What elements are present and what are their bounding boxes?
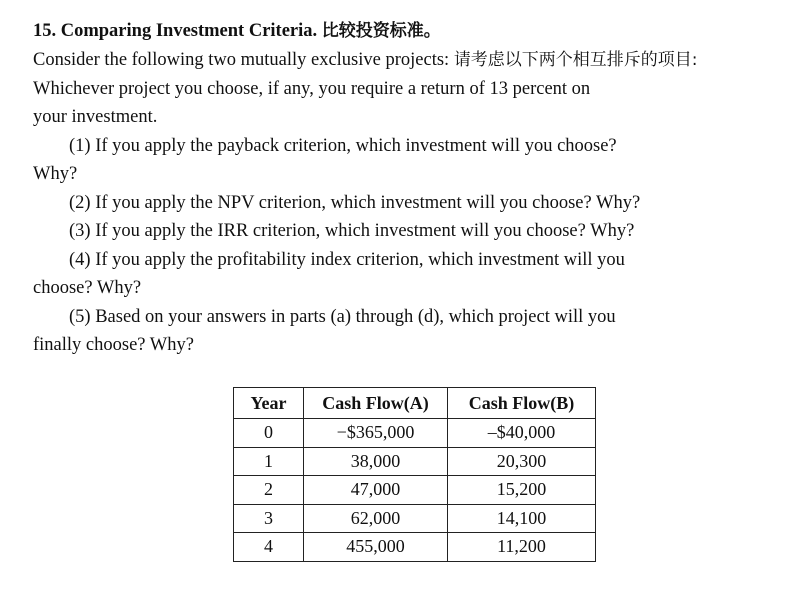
question-4: (4) If you apply the profitability index criterion, which investment will you — [69, 250, 625, 270]
table-row — [234, 447, 596, 476]
cash-flow-b-cell: 11,200 — [448, 533, 596, 562]
problem-title — [33, 18, 441, 44]
problem-title-zh: 比较投资标准。 — [321, 21, 441, 41]
intro-line — [33, 47, 698, 73]
question-5: (5) Based on your answers in parts (a) through (d), which project will you — [69, 307, 616, 327]
cash-flow-b-cell: 20,300 — [448, 447, 596, 476]
year-cell: 0 — [234, 419, 304, 448]
year-cell: 3 — [234, 504, 304, 533]
question-3: (3) If you apply the IRR criterion, which investment will you choose? Why? — [69, 221, 635, 241]
intro-text-zh: 请考虑以下两个相互排斥的项目: — [453, 50, 698, 70]
cash-flow-a-cell: 47,000 — [304, 476, 448, 505]
cash-flow-a-cell: 38,000 — [304, 447, 448, 476]
question-1: (1) If you apply the payback criterion, which investment will you choose? — [69, 136, 617, 156]
table-row — [234, 504, 596, 533]
intro-text-en: Consider the following two mutually exclusive projects: — [33, 50, 450, 70]
year-cell: 1 — [234, 447, 304, 476]
table-row — [234, 533, 596, 562]
problem-title-en: 15. Comparing Investment Criteria. — [33, 21, 318, 41]
cash-flow-a-cell: 62,000 — [304, 504, 448, 533]
cash-flow-b-cell: 15,200 — [448, 476, 596, 505]
question-4-cont: choose? Why? — [33, 278, 142, 298]
header-year: Year — [234, 388, 304, 419]
required-return-line: Whichever project you choose, if any, you require a return of 13 percent on — [33, 79, 591, 99]
year-cell: 2 — [234, 476, 304, 505]
cash-flow-table — [233, 387, 596, 562]
year-cell: 4 — [234, 533, 304, 562]
header-cash-flow-a: Cash Flow(A) — [304, 388, 448, 419]
cash-flow-b-cell: 14,100 — [448, 504, 596, 533]
cash-flow-a-cell: −$365,000 — [304, 419, 448, 448]
header-cash-flow-b: Cash Flow(B) — [448, 388, 596, 419]
table-row — [234, 419, 596, 448]
table-row — [234, 476, 596, 505]
cash-flow-b-cell: –$40,000 — [448, 419, 596, 448]
question-1-cont: Why? — [33, 164, 78, 184]
question-2: (2) If you apply the NPV criterion, which investment will you choose? Why? — [69, 193, 641, 213]
required-return-line-cont: your investment. — [33, 107, 158, 127]
question-5-cont: finally choose? Why? — [33, 335, 194, 355]
table-header-row — [234, 388, 596, 419]
cash-flow-a-cell: 455,000 — [304, 533, 448, 562]
